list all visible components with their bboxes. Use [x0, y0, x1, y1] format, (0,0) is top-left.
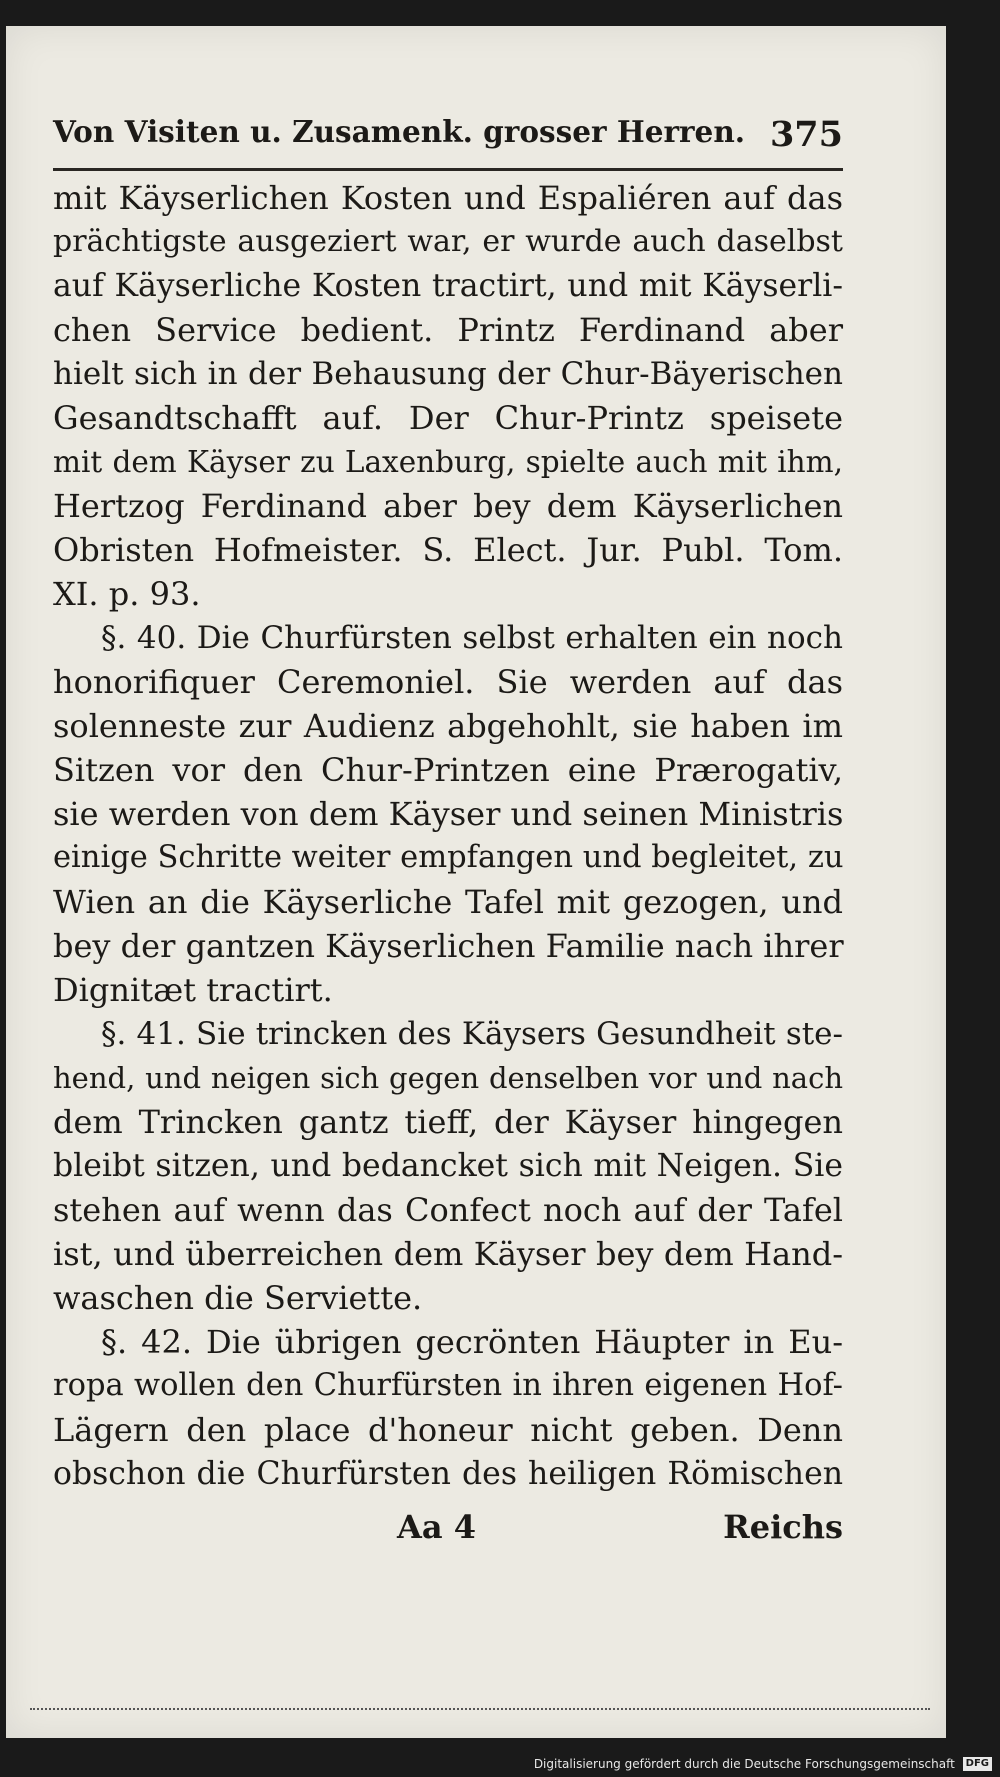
text-line: hend, und neigen sich gegen denselben vor und nach — [53, 1061, 843, 1095]
text-line: dem Trincken gantz tieff, der Käyser hingegen — [53, 1103, 843, 1141]
text-line: sie werden von dem Käyser und seinen Ministris — [53, 795, 844, 833]
page-number: 375 — [769, 114, 843, 155]
text-line: Obristen Hofmeister. S. Elect. Jur. Publ. Tom. — [53, 531, 843, 569]
paragraph-start-41: §. 41. Sie trincken des Käysers Gesundheit ste- — [101, 1016, 843, 1052]
text-line: Lägern den place d'honeur nicht geben. Denn — [53, 1411, 843, 1449]
text-line: Sitzen vor den Chur-Printzen eine Prærogativ, — [53, 751, 843, 789]
text-line: hielt sich in der Behausung der Chur-Bäyerischen — [53, 356, 843, 392]
text-line: bey der gantzen Käyserlichen Familie nach ihrer — [53, 927, 844, 965]
book-page — [6, 26, 946, 1738]
text-line: solenneste zur Audienz abgehohlt, sie haben im — [53, 707, 843, 745]
text-line: honorifiquer Ceremoniel. Sie werden auf das — [53, 663, 843, 701]
text-line: prächtigste ausgeziert war, er wurde auch daselbst — [53, 224, 843, 259]
text-line: mit dem Käyser zu Laxenburg, spielte auch mit ihm, — [53, 445, 843, 479]
body-text — [53, 176, 843, 1496]
scan-edge-dots — [30, 1708, 930, 1712]
text-line: mit Käyserlichen Kosten und Espaliéren auf das — [53, 179, 843, 217]
text-line: bleibt sitzen, und bedancket sich mit Neigen. Sie — [53, 1148, 843, 1184]
text-line: stehen auf wenn das Confect noch auf der Tafel — [53, 1191, 843, 1229]
text-line: ist, und überreichen dem Käyser bey dem Hand- — [53, 1235, 843, 1273]
text-line: einige Schritte weiter empfangen und begleitet, zu — [53, 840, 844, 875]
page-footer — [53, 1508, 843, 1558]
page-header — [53, 96, 843, 166]
text-line: Gesandtschafft auf. Der Chur-Printz speisete — [53, 399, 843, 437]
catchword: Reichs — [723, 1508, 843, 1546]
running-title: Von Visiten u. Zusamenk. grosser Herren. — [53, 114, 746, 149]
paragraph-start-42: §. 42. Die übrigen gecrönten Häupter in Eu- — [101, 1323, 843, 1361]
text-line: ropa wollen den Churfürsten in ihren eigenen Hof- — [53, 1368, 843, 1403]
text-line: obschon die Churfürsten des heiligen Römischen — [53, 1456, 843, 1492]
signature-mark: Aa 4 — [397, 1508, 476, 1546]
text-line: auf Käyserliche Kosten tractirt, und mit Käyserli- — [53, 268, 843, 304]
text-line: waschen die Serviette. — [53, 1279, 423, 1317]
credit-text: Digitalisierung gefördert durch die Deutsche Forschungsgemeinschaft — [533, 1756, 955, 1771]
text-line: Hertzog Ferdinand aber bey dem Käyserlichen — [53, 487, 843, 525]
text-line: chen Service bedient. Printz Ferdinand aber — [53, 311, 843, 349]
paragraph-start-40: §. 40. Die Churfürsten selbst erhalten ein noch — [101, 620, 843, 656]
digitization-credit — [534, 1757, 992, 1772]
dfg-logo: DFG — [963, 1757, 992, 1771]
text-line: XI. p. 93. — [53, 575, 201, 613]
header-rule — [53, 168, 843, 171]
text-line: Dignitæt tractirt. — [53, 971, 333, 1009]
text-line: Wien an die Käyserliche Tafel mit gezogen, und — [53, 883, 843, 921]
